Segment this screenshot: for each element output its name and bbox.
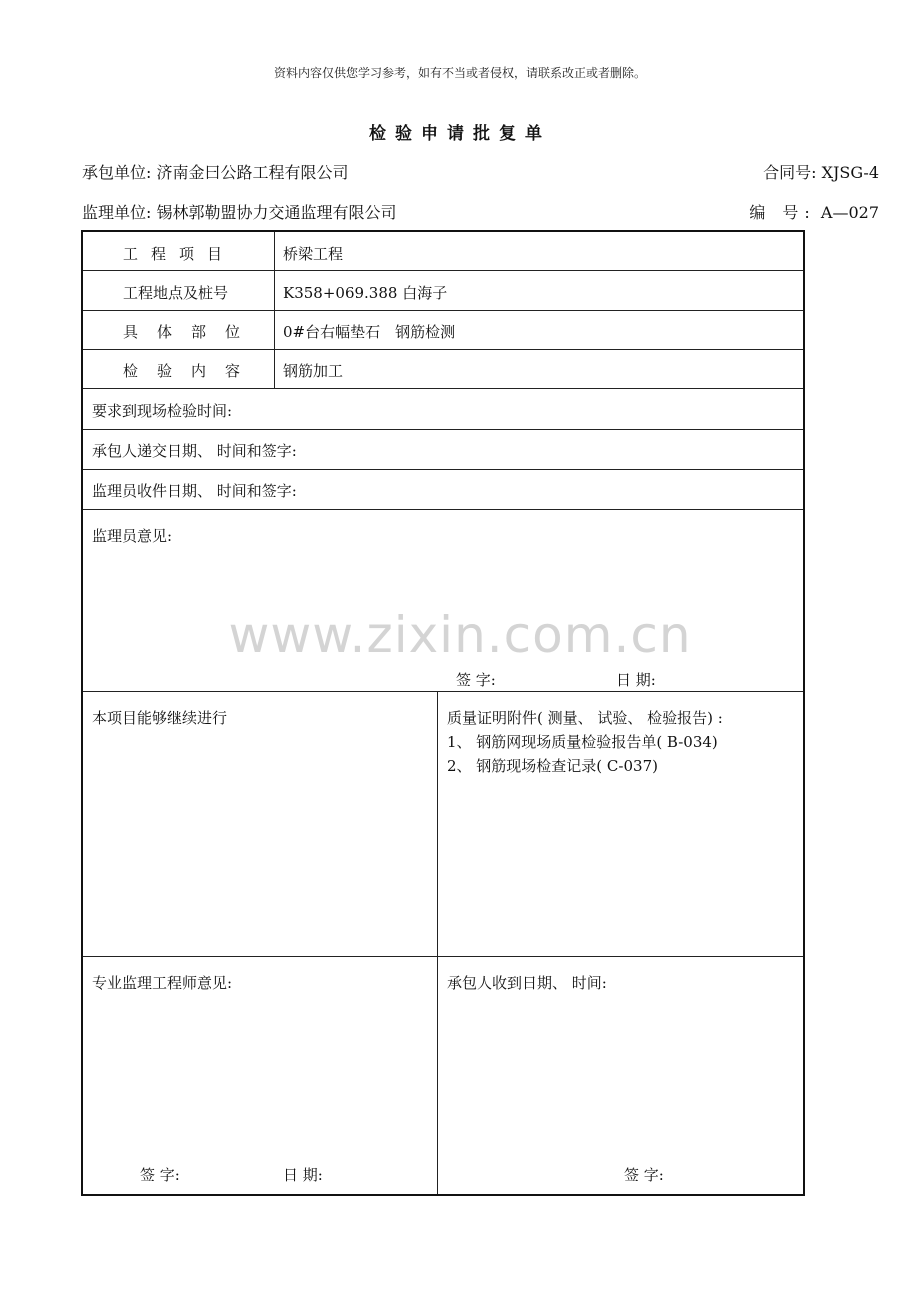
contractor-submit-label: 承包人递交日期、 时间和签字: <box>92 442 297 460</box>
row-divider <box>83 956 803 957</box>
contractor-sign-label: 签 字: <box>624 1166 664 1184</box>
row-divider <box>83 429 803 430</box>
disclaimer-text: 资料内容仅供您学习参考，如有不当或者侵权，请联系改正或者删除。 <box>273 66 646 80</box>
contractor-receive-label: 承包人收到日期、 时间: <box>447 974 607 992</box>
engineer-date-label: 日 期: <box>283 1166 323 1184</box>
contract-no-value: XJSG-4 <box>821 163 879 182</box>
serial-label: 编 号: <box>749 203 816 222</box>
label-content <box>123 360 259 381</box>
contract-no-line <box>763 160 879 183</box>
supervisor-date-label: 日 期: <box>616 671 656 689</box>
contractor-label: 承包单位: <box>82 163 152 182</box>
value-content: 钢筋加工 <box>283 362 344 380</box>
label-project <box>123 243 235 264</box>
supervisor-line <box>82 200 397 223</box>
label-project-text: 工程项目 <box>123 245 236 263</box>
contract-no-label: 合同号: <box>763 163 817 182</box>
attachment-item: 1、 钢筋网现场质量检验报告单( B-034) <box>447 733 718 751</box>
label-content-text: 检验内容 <box>123 362 260 380</box>
supervisor-label: 监理单位: <box>82 203 152 222</box>
page-title: 检验申请批复单 <box>369 124 551 144</box>
engineer-opinion-label: 专业监理工程师意见: <box>92 974 233 992</box>
contractor-line <box>82 160 349 183</box>
row-divider <box>83 509 803 510</box>
row-divider <box>83 349 803 350</box>
value-project: 桥梁工程 <box>283 245 344 263</box>
continue-text: 本项目能够继续进行 <box>92 709 228 727</box>
label-part-text: 具体部位 <box>123 323 260 341</box>
value-part: 0#台右幅垫石 钢筋检测 <box>283 323 456 341</box>
supervisor-value: 锡林郭勒盟协力交通监理有限公司 <box>156 203 397 222</box>
serial-value: A—027 <box>820 203 879 222</box>
attachment-item: 2、 钢筋现场检查记录( C-037) <box>447 757 658 775</box>
column-divider <box>274 232 275 388</box>
serial-line <box>749 200 879 223</box>
supervisor-receive-label: 监理员收件日期、 时间和签字: <box>92 482 297 500</box>
row-divider <box>83 469 803 470</box>
label-location: 工程地点及桩号 <box>123 284 229 302</box>
row-divider <box>83 388 803 389</box>
label-part <box>123 321 259 342</box>
supervisor-opinion-label: 监理员意见: <box>92 527 173 545</box>
value-location: K358+069.388 白海子 <box>283 284 448 302</box>
row-divider <box>83 691 803 692</box>
row-divider <box>83 310 803 311</box>
engineer-sign-label: 签 字: <box>140 1166 180 1184</box>
row-divider <box>83 270 803 271</box>
inspection-form <box>81 230 805 1196</box>
contractor-value: 济南金曰公路工程有限公司 <box>156 163 349 182</box>
inspection-time-label: 要求到现场检验时间: <box>92 402 233 420</box>
supervisor-sign-label: 签 字: <box>456 671 496 689</box>
attachments-title: 质量证明附件( 测量、 试验、 检验报告) : <box>447 709 723 727</box>
watermark-text: www.zixin.com.cn <box>228 606 692 664</box>
column-divider <box>437 691 438 1194</box>
